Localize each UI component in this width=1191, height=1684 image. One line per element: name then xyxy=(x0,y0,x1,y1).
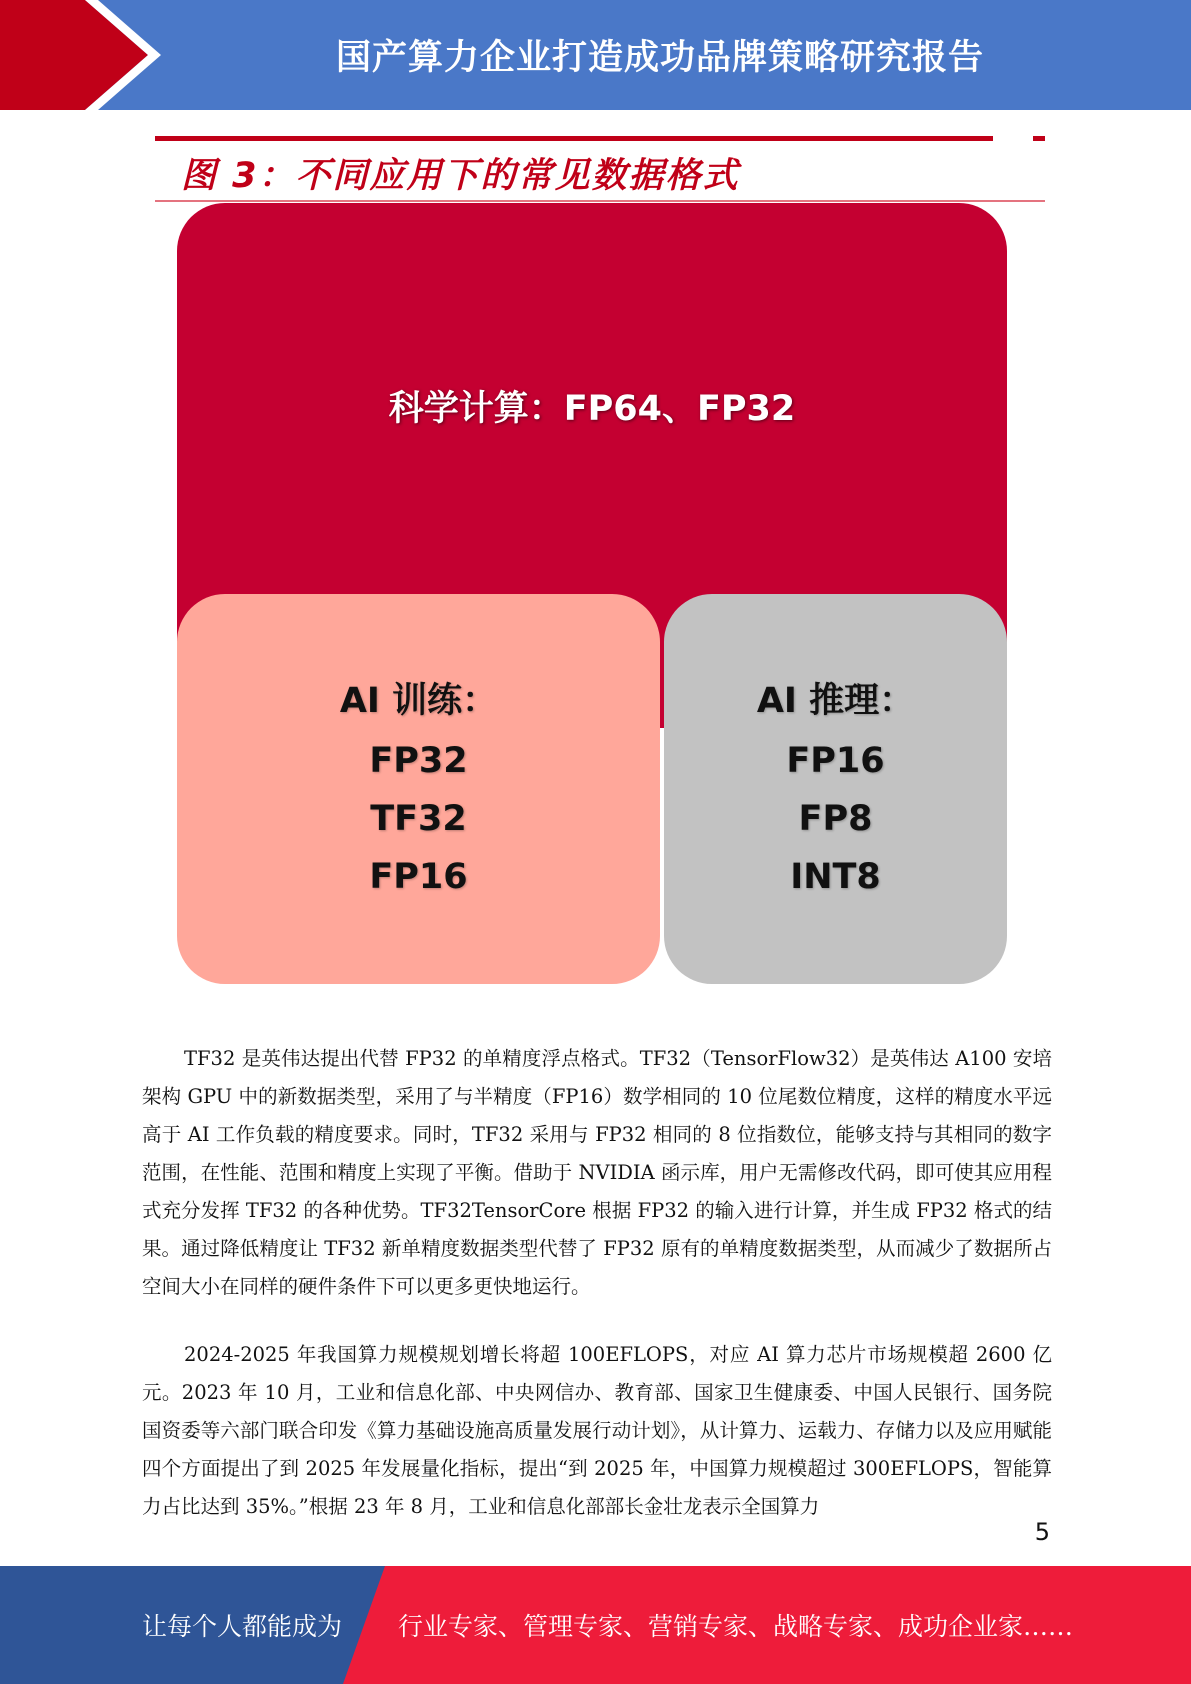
ai-inference-format: INT8 xyxy=(790,857,881,897)
footer-slogan-right: 行业专家、管理专家、营销专家、战略专家、成功企业家…… xyxy=(398,1612,1074,1641)
figure-top-rule xyxy=(155,136,993,141)
figure-caption-rule xyxy=(155,200,1045,202)
figure-caption: 图 3：不同应用下的常见数据格式 xyxy=(181,156,740,196)
box-ai-training xyxy=(177,594,660,984)
footer-slogan-left: 让每个人都能成为 xyxy=(142,1612,343,1641)
ai-inference-format: FP16 xyxy=(786,741,885,781)
ai-inference-heading: AI 推理： xyxy=(756,681,915,721)
scientific-computing-label: 科学计算：FP64、FP32 xyxy=(388,388,796,429)
ai-training-format: TF32 xyxy=(370,799,467,839)
figure-data-formats xyxy=(155,134,1047,994)
body-text xyxy=(142,1040,1052,1556)
paragraph-tf32: TF32 是英伟达提出代替 FP32 的单精度浮点格式。TF32（TensorFlow32）是英伟达 A100 安培架构 GPU 中的新数据类型，采用了与半精度（FP16）数学相同的 10 位尾数位精度，这样的精度水平远高于 AI 工作负载的精度要求。同时，TF32 采用与 FP32 相同的 8 位指数位，能够支持与其相同的数字范围，在性能、范围和精度上实现了平衡。借助于 NVIDIA 函示库，用户无需修改代码，即可使其应用程式充分发挥 TF32 的各种优势。TF32TensorCore 根据 FP32 的输入进行计算，并生成 FP32 格式的结果。通过降低精度让 TF32 新单精度数据类型代替了 FP32 原有的单精度数据类型，从而减少了数据所占空间大小在同样的硬件条件下可以更多更快地运行。 xyxy=(142,1047,1052,1298)
page-number: 5 xyxy=(1034,1518,1050,1546)
report-title: 国产算力企业打造成功品牌策略研究报告 xyxy=(335,38,984,78)
page-header xyxy=(0,0,1191,110)
ai-training-format: FP16 xyxy=(369,857,468,897)
ai-training-format: FP32 xyxy=(369,741,468,781)
ai-inference-format: FP8 xyxy=(798,799,873,839)
page-footer xyxy=(0,1566,1191,1684)
ai-training-heading: AI 训练： xyxy=(339,681,498,721)
box-ai-inference xyxy=(664,594,1007,984)
paragraph-compute-scale: 2024-2025 年我国算力规模规划增长将超 100EFLOPS，对应 AI 算力芯片市场规模超 2600 亿元。2023 年 10 月，工业和信息化部、中央网信办、教育部、国家卫生健康委、中国人民银行、国务院国资委等六部门联合印发《算力基础设施高质量发展行动计划》，从计算力、运载力、存储力以及应用赋能四个方面提出了到 2025 年发展量化指标，提出“到 2025 年，中国算力规模超过 300EFLOPS，智能算力占比达到 35%。”根据 23 年 8 月，工业和信息化部部长金壮龙表示全国算力 xyxy=(142,1343,1052,1518)
figure-top-rule-short xyxy=(1033,136,1045,141)
